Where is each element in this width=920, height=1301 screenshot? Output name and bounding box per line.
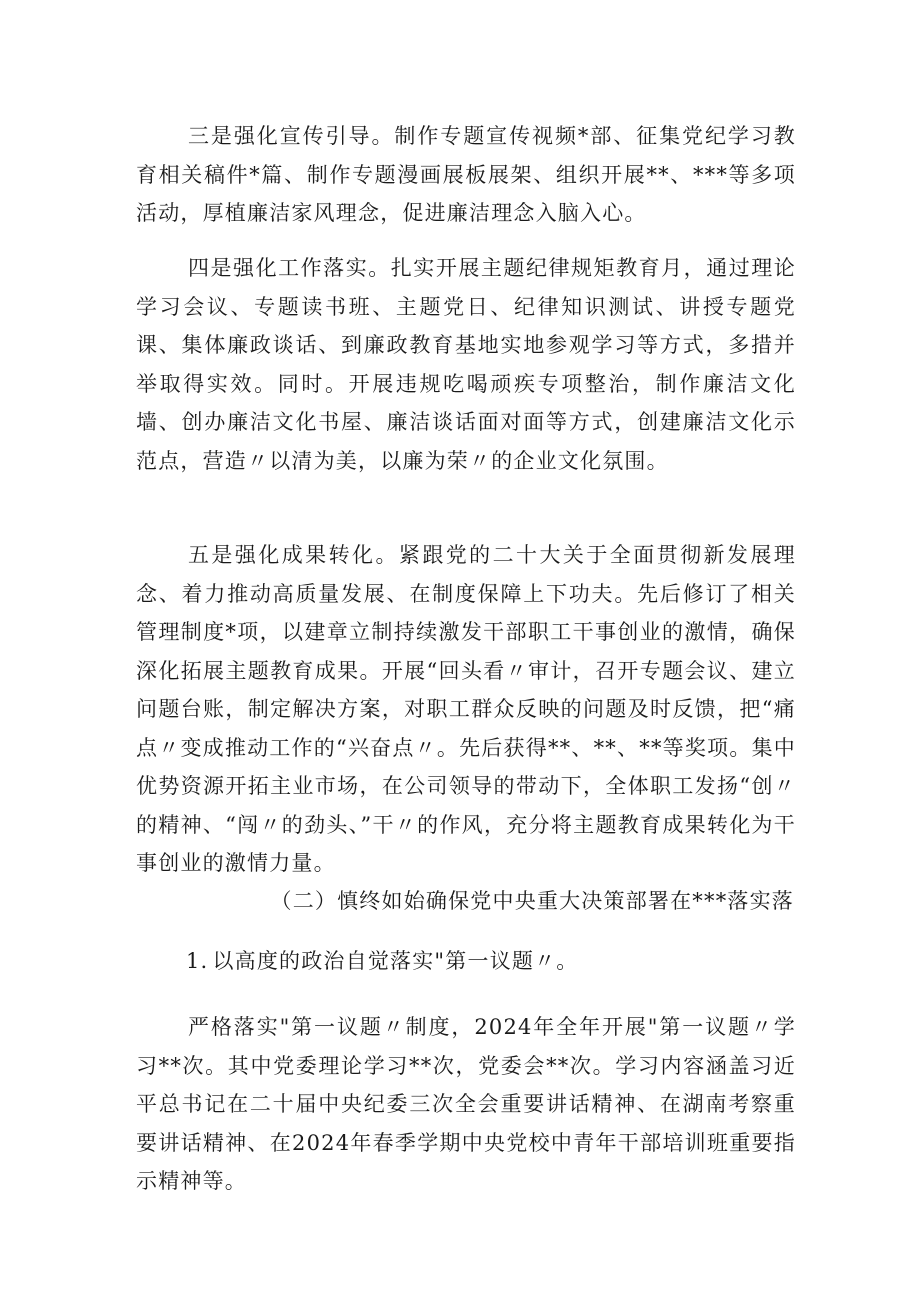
paragraph-results: 五是强化成果转化。紧跟党的二十大关于全面贯彻新发展理念、着力推动高质量发展、在制度保障上下功夫。先后修订了相关管理制度*项，以建章立制持续激发干部职工干事创业的激情，确保深化拓展主题教育成果。开展“回头看〃审计，召开专题会议、建立问题台账，制定解决方案，对职工群众反映的问题及时反馈，把“痛点〃变成推动工作的“兴奋点〃。先后获得**、**、**等奖项。集中优势资源开拓主业市场，在公司领导的带动下，全体职工发扬“创〃的精神、“闯〃的劲头、”干〃的作风，充分将主题教育成果转化为干事创业的激情力量。 [136,543,796,875]
item-text: 以高度的政治自觉落实"第一议题〃。 [212,949,579,973]
paragraph-implementation: 四是强化工作落实。扎实开展主题纪律规矩教育月，通过理论学习会议、专题读书班、主题党日、纪律知识测试、讲授专题党课、集体廉政谈话、到廉政教育基地实地参观学习等方式，多措并举取得实效。同时。开展违规吃喝顽疾专项整治，制作廉洁文化墙、创办廉洁文化书屋、廉洁谈话面对面等方式，创建廉洁文化示范点，营造〃以清为美，以廉为荣〃的企业文化氛围。 [136,256,796,473]
section-heading: （二）慎终如始确保党中央重大决策部署在***落实落 [270,889,794,913]
numbered-item [186,942,579,981]
paragraph-publicity: 三是强化宣传引导。制作专题宣传视频*部、征集党纪学习教育相关稿件*篇、制作专题漫画展板展架、组织开展**、***等多项活动，厚植廉洁家风理念，促进廉洁理念入脑入心。 [136,124,796,225]
item-number: 1. [186,949,209,973]
paragraph-first-topic: 严格落实"第一议题〃制度，2024年全年开展"第一议题〃学习**次。其中党委理论学习**次，党委会**次。学习内容涵盖习近平总书记在二十届中央纪委三次全会重要讲话精神、在湖南考察重要讲话精神、在2024年春季学期中央党校中青年干部培训班重要指示精神等。 [136,1015,796,1193]
